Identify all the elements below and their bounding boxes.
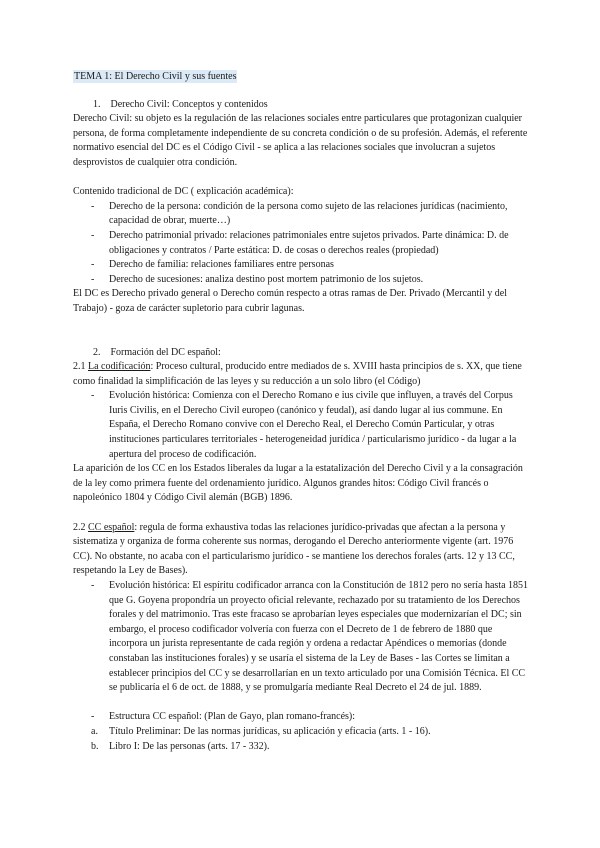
cc-list-1 xyxy=(73,579,530,696)
section-1-closing: El DC es Derecho privado general o Derecho común respecto a otras ramas de Der. Privado (Mercantil y del Trabajo) - goza de carácter supletorio para cubrir lagunas. xyxy=(73,288,508,314)
codificacion-list xyxy=(73,389,530,462)
section-1-heading xyxy=(93,98,530,113)
subsection-2-1: 2.1 La codificación: Proceso cultural, producido entre mediados de s. XVIII hasta principios de s. XX, que tiene como finalidad la simplificación de las leyes y su reducción a un solo libro (el Código) xyxy=(73,361,522,387)
list-item: - Evolución histórica: El espíritu codificador arranca con la Constitución de 1812 pero no sería hasta 1851 que G. Goyena propondría un proyecto oficial relevante, rechazado por su tratamiento de los Derechos forales y del matrimonio. Tras este fracaso se aprobarían leyes especiales que modernizarían el DC; sin embargo, el proceso codificador volvería con fuerza con el Decreto de 1 de febrero de 1880 que incorpora un jurista representante de cada región y ordena a redactar Apéndices o memorias (donde constaban las instituciones forales) y se usaría el sistema de la Ley de Bases - las Cortes se limitan a establecer principios del CC y se desarrollarían en un texto articulado por una Comisión Técnica. El CC se publicaría el 6 de oct. de 1888, y se promulgaría mediante Real Decreto el 24 de jul. 1889. xyxy=(91,580,529,694)
list-item: - Derecho de sucesiones: analiza destino post mortem patrimonio de los sujetos. xyxy=(73,273,530,288)
section-2-heading xyxy=(93,346,530,361)
section-1-title: Derecho Civil: Conceptos y contenidos xyxy=(110,98,268,110)
subsection-2-2-label: CC español xyxy=(88,521,135,533)
dash-bullet: - xyxy=(91,229,95,241)
letter-marker: b. xyxy=(91,740,99,752)
section-2-title: Formación del DC español: xyxy=(110,346,221,358)
title-block xyxy=(73,70,530,85)
letter-marker: a. xyxy=(91,725,98,737)
cc-list-2 xyxy=(73,710,530,725)
contenido-list xyxy=(73,200,530,288)
list-item: - Derecho patrimonial privado: relaciones patrimoniales entre sujetos privados. Parte dinámica: D. de obligaciones y contratos / Parte estática: D. de cosas o derechos reales (propiedad) xyxy=(91,229,509,256)
list-item: - Estructura CC español: (Plan de Gayo, plan romano-francés): xyxy=(73,710,530,725)
dash-bullet: - xyxy=(91,580,95,591)
dash-bullet: - xyxy=(91,273,95,285)
dash-bullet: - xyxy=(91,259,95,271)
list-item: b. Libro I: De las personas (arts. 17 - 332). xyxy=(73,740,530,755)
dash-bullet: - xyxy=(91,200,95,212)
section-1-number: 1. xyxy=(93,98,101,110)
dash-bullet: - xyxy=(91,711,95,723)
subsection-2-1-label: La codificación xyxy=(88,361,151,373)
list-item: a. Título Preliminar: De las normas jurídicas, su aplicación y eficacia (arts. 1 - 16). xyxy=(73,725,530,740)
section-1-paragraph: Derecho Civil: su objeto es la regulación de las relaciones sociales entre particulares que protagonizan cualquier persona, de forma completamente independiente de su concreta condición o de su profesión. Además, el referente normativo esencial del DC es el Código Civil - se aplica a las relaciones sociales que involucran a sujetos desprovistos de cualquier otra condición. xyxy=(73,113,528,168)
section-2-number: 2. xyxy=(93,346,101,358)
contenido-title: Contenido tradicional de DC ( explicación académica): xyxy=(73,186,294,198)
dash-bullet: - xyxy=(91,390,95,402)
estructura-list xyxy=(73,725,530,754)
subsection-2-2: 2.2 CC español: regula de forma exhaustiva todas las relaciones jurídico-privadas que afectan a la persona y sistematiza y organiza de forma coherente sus normas, derogando el Derecho anteriormente vigente (art. 1976 CC). No obstante, no acaba con el particularismo jurídico - se mantiene los derechos forales (arts. 12 y 13 CC, respetando la Ley de Bases). xyxy=(73,521,515,577)
page-title: TEMA 1: El Derecho Civil y sus fuentes xyxy=(74,71,237,82)
list-item: - Derecho de familia: relaciones familiares entre personas xyxy=(73,258,530,273)
subsection-2-1-closing: La aparición de los CC en los Estados liberales da lugar a la estatalización del Derecho Civil y a la consagración de la ley como primera fuente del ordenamiento jurídico. Algunos grandes hitos: Código Civil francés o napoleónico 1804 y Código Civil alemán (BGB) 1896. xyxy=(73,463,523,504)
list-item: - Derecho de la persona: condición de la persona como sujeto de las relaciones jurídicas (nacimiento, capacidad de obrar, muerte…) xyxy=(91,200,508,227)
list-item: - Evolución histórica: Comienza con el Derecho Romano e ius civile que influyen, a través del Corpus Iuris Civilis, en el Derecho Civil europeo (canónico y feudal), así dando lugar al ius commune. En España, el Derecho Romano convive con el Derecho Real, el Derecho Común Particular, y otras instituciones particulares territoriales - heterogeneidad jurídica / particularismo jurídico - da lugar a la apertura del proceso de codificación. xyxy=(91,390,517,460)
